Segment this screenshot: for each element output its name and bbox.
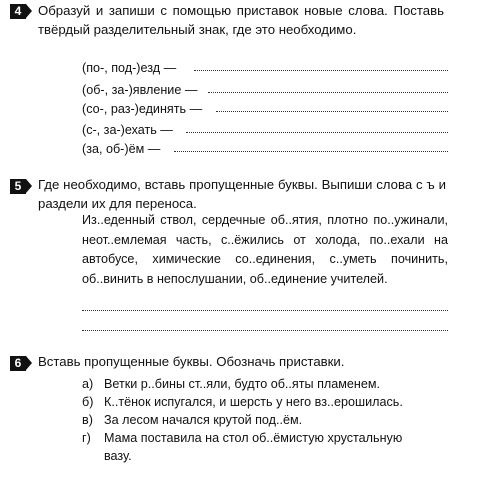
prefix-stem-label: (за, об-)ём —	[82, 142, 161, 156]
answer-line[interactable]	[194, 70, 448, 71]
exercise-paragraph: Из..еденный ствол, сердечные об..ятия, плотно по..ужинали, неот..емлемая часть, с..ёжились от холода, по..ехали на автобусе, химические со..единения, с..уметь починить, об..винить в непослушании, об..единение учителей.	[82, 213, 448, 286]
sentence-marker: а)	[82, 377, 94, 391]
answer-line[interactable]	[216, 111, 448, 112]
answer-line[interactable]	[82, 310, 448, 311]
word-formation-row	[82, 81, 448, 99]
task-instruction: Образуй и запиши с помощью приставок новые слова. Поставь твёрдый разделительный знак, где это необходимо.	[38, 3, 444, 37]
sentence-marker: б)	[82, 395, 94, 409]
answer-line[interactable]	[174, 151, 448, 152]
answer-line[interactable]	[208, 92, 448, 93]
prefix-stem-label: (со-, раз-)единять —	[82, 102, 203, 116]
word-formation-row	[82, 100, 448, 118]
sentence-text: К..тёнок испугался, и шерсть у него вз..ерошилась.	[104, 395, 403, 409]
answer-line[interactable]	[186, 132, 448, 133]
exercise-sentence	[82, 393, 403, 411]
word-formation-row	[82, 140, 448, 158]
sentence-marker: в)	[82, 413, 93, 427]
exercise-sentence	[82, 375, 380, 393]
task-number-badge: 5	[10, 179, 26, 194]
sentence-text: Ветки р..бины ст..яли, будто об..яты пламенем.	[104, 377, 381, 391]
sentence-marker: г)	[82, 431, 91, 445]
sentence-continuation: вазу.	[104, 449, 132, 463]
answer-line[interactable]	[82, 330, 448, 331]
task-instruction: Вставь пропущенные буквы. Обозначь приставки.	[38, 354, 345, 369]
task-number-badge: 6	[10, 356, 26, 371]
prefix-stem-label: (по-, под-)езд —	[82, 61, 177, 75]
task-instruction: Где необходимо, вставь пропущенные буквы. Выпиши слова с ъ и раздели их для переноса.	[38, 177, 446, 211]
exercise-sentence	[82, 429, 402, 447]
task-number-badge: 4	[10, 4, 26, 19]
sentence-text: За лесом начался крутой под..ём.	[104, 413, 303, 427]
prefix-stem-label: (с-, за-)ехать —	[82, 123, 173, 137]
word-formation-row	[82, 59, 448, 77]
word-formation-row	[82, 121, 448, 139]
sentence-text: Мама поставила на стол об..ёмистую хрустальную	[104, 431, 403, 445]
prefix-stem-label: (об-, за-)явление —	[82, 83, 198, 97]
exercise-sentence	[82, 411, 302, 429]
